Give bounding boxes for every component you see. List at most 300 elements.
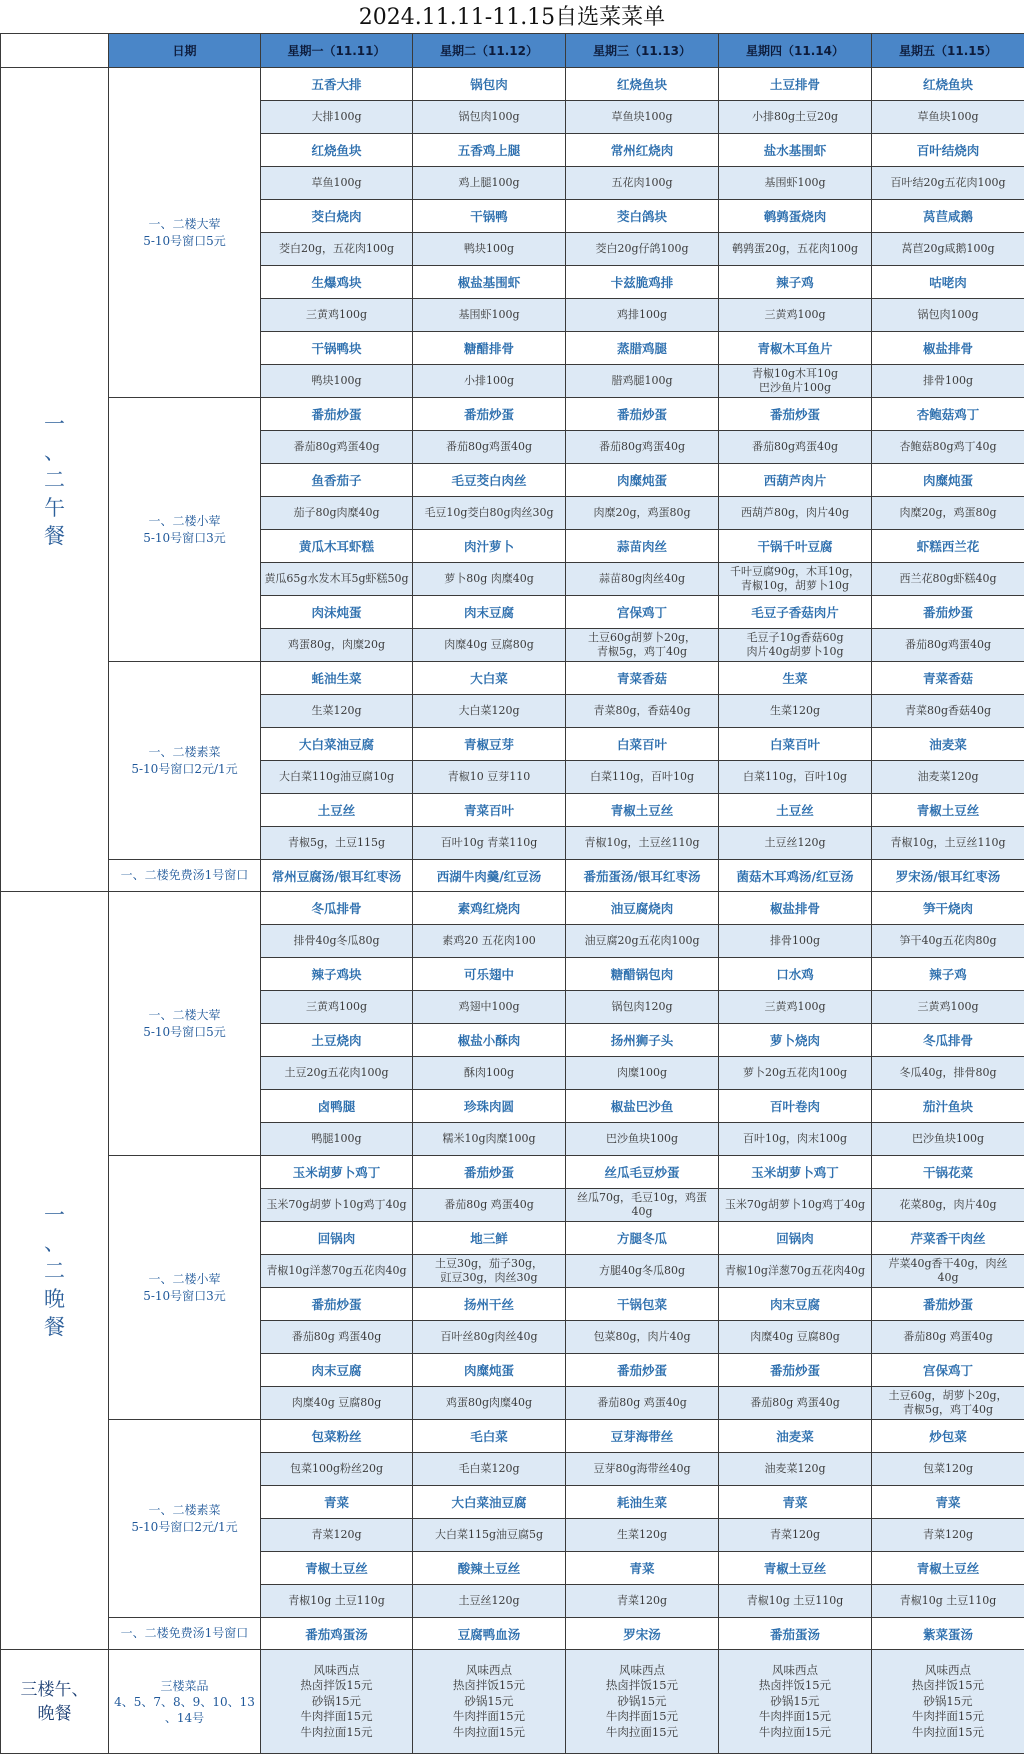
third-floor-item: 风味西点 [466,1662,512,1677]
third-floor-item: 牛肉拌面15元 [605,1709,679,1724]
dish-portion [261,365,413,398]
third-floor-item: 牛肉拉面15元 [452,1724,526,1739]
dish-portion [872,497,1024,530]
portion-line: 油麦菜120g [764,1462,826,1475]
portion-line: 油麦菜120g [917,770,979,783]
portion-line: 包菜100g粉丝20g [289,1462,384,1475]
dish-portion [413,1585,566,1618]
soup-name: 罗宋汤/银耳红枣汤 [872,860,1024,892]
dish-portion [872,1189,1024,1222]
dish-name: 椒盐小酥肉 [413,1024,566,1057]
dish-portion [566,563,719,596]
soup-name: 紫菜蛋汤 [872,1618,1024,1650]
third-floor-item: 砂锅15元 [923,1693,973,1708]
dish-name: 干锅花菜 [872,1156,1024,1189]
portion-line: 土豆20g五花肉100g [284,1066,389,1079]
meal-label-line: 晚餐 [37,1703,72,1724]
section-vegetable [109,662,261,860]
dish-portion [566,761,719,794]
dish-row [1,892,1024,925]
portion-line: 巴沙鱼块100g [911,1132,985,1145]
portion-line: 青菜80g，香菇40g [593,704,691,717]
header-day-tue: 星期二（11.12） [413,34,566,68]
portion-line: 番茄80g鸡蛋40g [445,440,533,453]
portion-line: 排骨100g [922,374,974,387]
dish-portion [413,827,566,860]
dish-name: 红烧鱼块 [872,68,1024,101]
dish-name: 茭白鸽块 [566,200,719,233]
portion-line: 三黄鸡100g [764,308,826,321]
dish-name: 炒包菜 [872,1420,1024,1453]
portion-line: 大白菜110g油豆腐10g [278,770,395,783]
dish-name: 黄瓜木耳虾糕 [261,530,413,563]
dish-name: 玉米胡萝卜鸡丁 [261,1156,413,1189]
dish-portion [566,1189,719,1222]
dish-portion [719,365,872,398]
dish-name: 土豆排骨 [719,68,872,101]
dish-name: 蚝油生菜 [261,662,413,695]
dish-portion [261,1453,413,1486]
dish-portion [719,1453,872,1486]
portion-line: 西兰花80g虾糕40g [899,572,997,585]
portion-line: 土豆60g，胡萝卜20g， [888,1389,1008,1402]
portion-line: 土豆60g胡萝卜20g， [587,631,697,644]
dish-name: 青椒豆芽 [413,728,566,761]
dish-portion [872,563,1024,596]
dish-name: 青菜 [719,1486,872,1519]
portion-line: 小排80g土豆20g [751,110,839,123]
dish-name: 生菜 [719,662,872,695]
third-floor-item: 牛肉拉面15元 [300,1724,373,1739]
portion-line: 青菜120g [922,1528,974,1541]
dish-name: 椒盐排骨 [872,332,1024,365]
portion-line: 锅包肉100g [917,308,979,321]
dish-portion [566,925,719,958]
portion-line: 丝瓜70g，毛豆10g，鸡蛋 [576,1191,708,1204]
portion-line: 肉糜20g，鸡蛋80g [593,506,691,519]
dish-portion [872,1453,1024,1486]
dish-portion [719,563,872,596]
dish-name: 青菜香菇 [872,662,1024,695]
dish-name: 蒜苗肉丝 [566,530,719,563]
section-label-line: 5-10号窗口2元/1元 [131,1519,238,1534]
dish-name: 土豆丝 [719,794,872,827]
dish-name: 番茄炒蛋 [872,596,1024,629]
dish-name: 杏鲍菇鸡丁 [872,398,1024,431]
dish-portion [261,1321,413,1354]
portion-line: 青椒5g，鸡丁40g [596,645,688,658]
dish-name: 扬州干丝 [413,1288,566,1321]
portion-line: 番茄80g鸡蛋40g [904,638,992,651]
dish-name: 回锅肉 [261,1222,413,1255]
portion-line: 大排100g [311,110,362,123]
section-label-line: 三楼菜品 [160,1678,209,1693]
dish-portion [261,167,413,200]
portion-line: 锅包肉120g [611,1000,673,1013]
portion-line: 肉糜40g 豆腐80g [750,1330,840,1343]
portion-line: 百叶丝80g肉丝40g [440,1330,538,1343]
dish-portion [566,167,719,200]
dish-name: 白菜百叶 [719,728,872,761]
dish-portion [261,497,413,530]
portion-line: 茭白20g，五花肉100g [278,242,395,255]
portion-line: 基围虾100g [458,308,520,321]
header-day-fri: 星期五（11.15） [872,34,1024,68]
portion-line: 黄瓜65g水发木耳5g虾糕50g [264,572,409,585]
dish-portion [566,991,719,1024]
portion-line: 毛白菜120g [458,1462,520,1475]
portion-line: 鸭腿100g [311,1132,362,1145]
dish-name: 干锅千叶豆腐 [719,530,872,563]
third-floor-item: 砂锅15元 [311,1693,362,1708]
dish-portion [261,563,413,596]
dish-portion [719,695,872,728]
dish-portion [413,1321,566,1354]
soup-name: 西湖牛肉羹/红豆汤 [413,860,566,892]
dish-name: 冬瓜排骨 [261,892,413,925]
portion-line: 青椒10g，胡萝卜10g [740,579,850,592]
dish-name: 素鸡红烧肉 [413,892,566,925]
section-big-meat [109,892,261,1156]
dish-portion [566,1453,719,1486]
dish-name: 番茄炒蛋 [261,398,413,431]
portion-line: 肉糜100g [616,1066,668,1079]
portion-line: 毛豆10g茭白80g肉丝30g [424,506,554,519]
portion-line: 肉糜40g 豆腐80g [291,1396,382,1409]
dish-name: 青椒木耳鱼片 [719,332,872,365]
portion-line: 番茄80g 鸡蛋40g [750,1396,840,1409]
section-label-line: 5-10号窗口5元 [143,1024,226,1039]
portion-line: 生菜120g [311,704,362,717]
meal-label-line: 三楼午、 [20,1679,89,1700]
dish-name: 青菜 [261,1486,413,1519]
dish-portion [719,827,872,860]
dish-name: 毛白菜 [413,1420,566,1453]
meal-label-char: 二 [44,1258,65,1283]
portion-line: 方腿40g冬瓜80g [598,1264,686,1277]
third-floor-row [1,1650,1024,1754]
portion-line: 茭白20g仔鸽100g [595,242,689,255]
portion-line: 番茄80g 鸡蛋40g [597,1396,687,1409]
dish-name: 番茄炒蛋 [261,1288,413,1321]
dish-name: 茄汁鱼块 [872,1090,1024,1123]
menu-table [0,33,1024,1754]
dish-portion [413,365,566,398]
section-free-soup: 一、二楼免费汤1号窗口 [109,1618,261,1650]
dish-name: 大白菜油豆腐 [413,1486,566,1519]
third-floor-meal-label [1,1650,109,1754]
dish-portion [872,167,1024,200]
third-floor-item: 牛肉拌面15元 [758,1709,832,1724]
dish-name: 肉糜炖蛋 [413,1354,566,1387]
header-day-wed: 星期三（11.13） [566,34,719,68]
dish-name: 生爆鸡块 [261,266,413,299]
dish-portion [413,925,566,958]
dish-portion [261,1123,413,1156]
soup-name: 番茄蛋汤/银耳红枣汤 [566,860,719,892]
dish-portion [719,299,872,332]
dish-name: 青菜香菇 [566,662,719,695]
dish-name: 耗油生菜 [566,1486,719,1519]
section-label-line: 5-10号窗口3元 [143,1288,226,1303]
dish-name: 青菜 [566,1552,719,1585]
dish-name: 萝卜烧肉 [719,1024,872,1057]
dish-portion [872,1519,1024,1552]
dish-name: 青椒土豆丝 [719,1552,872,1585]
dish-portion [566,365,719,398]
dish-portion [719,1387,872,1420]
dish-portion [872,1585,1024,1618]
dish-name: 莴苣咸鹅 [872,200,1024,233]
dish-name: 锅包肉 [413,68,566,101]
dish-portion [872,431,1024,464]
portion-line: 生菜120g [769,704,821,717]
portion-line: 青椒10g 土豆110g [288,1594,385,1607]
dish-portion [413,299,566,332]
header-corner [1,34,109,68]
portion-line: 五花肉100g [611,176,673,189]
dish-name: 方腿冬瓜 [566,1222,719,1255]
dish-portion [413,695,566,728]
dish-portion [413,1387,566,1420]
portion-line: 肉糜40g 豆腐80g [444,638,534,651]
portion-line: 巴沙鱼块100g [605,1132,679,1145]
third-floor-items [413,1650,566,1754]
dish-portion [872,365,1024,398]
dish-name: 玉米胡萝卜鸡丁 [719,1156,872,1189]
dish-portion [872,299,1024,332]
dish-portion [566,827,719,860]
dish-portion [413,1453,566,1486]
dish-portion [413,101,566,134]
dish-name: 番茄炒蛋 [413,398,566,431]
dish-name: 肉糜炖蛋 [566,464,719,497]
dish-portion [872,233,1024,266]
portion-line: 土豆丝120g [458,1594,520,1607]
dish-portion [261,299,413,332]
section-label-line: 、14号 [164,1710,205,1725]
dish-name: 常州红烧肉 [566,134,719,167]
dish-name: 丝瓜毛豆炒蛋 [566,1156,719,1189]
dish-name: 油麦菜 [719,1420,872,1453]
dish-name: 干锅鸭 [413,200,566,233]
page-title: 2024.11.11-11.15自选菜菜单 [358,5,666,30]
section-small-meat [109,398,261,662]
dish-portion [719,1585,872,1618]
dish-name: 椒盐基围虾 [413,266,566,299]
dish-portion [261,233,413,266]
dish-portion [872,991,1024,1024]
portion-line: 青菜120g [769,1528,821,1541]
dish-portion [719,233,872,266]
dish-row [1,398,1024,431]
section-big-meat [109,68,261,398]
dish-portion [566,1519,719,1552]
third-floor-item: 风味西点 [925,1662,971,1677]
portion-line: 百叶10g 青菜110g [440,836,538,849]
dish-portion [261,695,413,728]
portion-line: 玉米70g胡萝卜10g鸡丁40g [266,1198,407,1211]
portion-line: 草鱼块100g [611,110,673,123]
dish-portion [261,1189,413,1222]
portion-line: 西葫芦80g，肉片40g [740,506,850,519]
dish-portion [719,1519,872,1552]
dish-portion [719,431,872,464]
portion-line: 青椒10g 土豆110g [899,1594,997,1607]
dish-portion [566,629,719,662]
dish-name: 地三鲜 [413,1222,566,1255]
portion-line: 鸡翅中100g [458,1000,520,1013]
dish-portion [719,167,872,200]
dish-name: 油麦菜 [872,728,1024,761]
dish-portion [261,629,413,662]
third-floor-items [872,1650,1024,1754]
meal-label-char: 一 [44,1202,65,1227]
portion-line: 青椒10g，土豆丝110g [584,836,700,849]
soup-row [1,860,1024,892]
dish-name: 宫保鸡丁 [872,1354,1024,1387]
dish-portion [719,1057,872,1090]
portion-line: 鸡蛋80g肉糜40g [445,1396,533,1409]
dish-name: 百叶卷肉 [719,1090,872,1123]
meal-label-char: 、 [44,439,65,464]
dish-portion [261,925,413,958]
portion-line: 40g [631,1205,653,1218]
dish-portion [566,1123,719,1156]
dish-name: 白菜百叶 [566,728,719,761]
dish-name: 土豆烧肉 [261,1024,413,1057]
dish-name: 五香鸡上腿 [413,134,566,167]
soup-name: 常州豆腐汤/银耳红枣汤 [261,860,413,892]
dinner-meal-label [1,892,109,1650]
dish-portion [261,1057,413,1090]
section-small-meat [109,1156,261,1420]
third-floor-item: 牛肉拉面15元 [911,1724,985,1739]
portion-line: 玉米70g胡萝卜10g鸡丁40g [724,1198,866,1211]
third-floor-item: 热卤拌饭15元 [605,1678,679,1693]
dish-name: 鹌鹑蛋烧肉 [719,200,872,233]
third-floor-item: 热卤拌饭15元 [758,1678,832,1693]
dish-portion [261,991,413,1024]
dish-portion [413,431,566,464]
dish-name: 酸辣土豆丝 [413,1552,566,1585]
dish-name: 宫保鸡丁 [566,596,719,629]
dish-portion [261,761,413,794]
dish-portion [566,497,719,530]
portion-line: 青椒5g，土豆115g [287,836,386,849]
portion-line: 青椒10g木耳10g [751,367,839,380]
portion-line: 三黄鸡100g [764,1000,826,1013]
dish-portion [413,1057,566,1090]
dish-name: 珍珠肉圆 [413,1090,566,1123]
dish-name: 肉糜炖蛋 [872,464,1024,497]
portion-line: 千叶豆腐90g，木耳10g， [729,565,861,578]
dish-name: 椒盐排骨 [719,892,872,925]
dish-row [1,68,1024,101]
portion-line: 番茄80g 鸡蛋40g [291,1330,382,1343]
portion-line: 生菜120g [616,1528,668,1541]
portion-line: 40g [937,1271,959,1284]
dish-name: 冬瓜排骨 [872,1024,1024,1057]
dish-portion [566,695,719,728]
dish-portion [566,431,719,464]
dish-portion [413,1255,566,1288]
portion-line: 青菜80g香菇40g [904,704,992,717]
dish-name: 辣子鸡 [872,958,1024,991]
section-label-line: 一、二楼小荤 [148,513,221,528]
dish-name: 青菜 [872,1486,1024,1519]
dish-name: 肉汁萝卜 [413,530,566,563]
dish-portion [261,101,413,134]
section-third-floor [109,1650,261,1754]
soup-name: 菌菇木耳鸡汤/红豆汤 [719,860,872,892]
portion-line: 芹菜40g香干40g，肉丝 [888,1257,1008,1270]
portion-line: 萝卜20g五花肉100g [742,1066,848,1079]
portion-line: 大白菜115g油豆腐5g [434,1528,544,1541]
portion-line: 肉片40g胡萝卜10g [746,645,844,658]
dish-name: 青椒土豆丝 [872,794,1024,827]
meal-label-char: 餐 [44,1314,65,1339]
dish-portion [413,1519,566,1552]
dish-portion [719,1189,872,1222]
third-floor-item: 热卤拌饭15元 [452,1678,526,1693]
dish-name: 大白菜油豆腐 [261,728,413,761]
lunch-meal-label [1,68,109,892]
dish-portion [872,695,1024,728]
dish-name: 盐水基围虾 [719,134,872,167]
dish-name: 口水鸡 [719,958,872,991]
dish-name: 辣子鸡 [719,266,872,299]
dish-name: 番茄炒蛋 [566,398,719,431]
third-floor-items [719,1650,872,1754]
soup-name: 豆腐鸭血汤 [413,1618,566,1650]
dish-portion [413,497,566,530]
dish-name: 干锅包菜 [566,1288,719,1321]
third-floor-items [566,1650,719,1754]
soup-name: 罗宋汤 [566,1618,719,1650]
portion-line: 番茄80g鸡蛋40g [598,440,686,453]
dish-name: 卡兹脆鸡排 [566,266,719,299]
portion-line: 肉糜20g，鸡蛋80g [899,506,997,519]
portion-line: 土豆30g，茄子30g， [434,1257,544,1270]
portion-line: 草鱼100g [311,176,362,189]
third-floor-item: 风味西点 [313,1662,360,1677]
portion-line: 百叶10g，肉末100g [742,1132,848,1145]
dish-portion [566,1255,719,1288]
portion-line: 鸡上腿100g [458,176,520,189]
portion-line: 茄子80g肉糜40g [293,506,380,519]
dish-name: 百叶结烧肉 [872,134,1024,167]
dish-portion [872,827,1024,860]
portion-line: 莴苣20g咸鹅100g [901,242,995,255]
dish-name: 番茄炒蛋 [719,1354,872,1387]
dish-portion [872,1387,1024,1420]
portion-line: 巴沙鱼片100g [758,381,832,394]
section-label-line: 一、二楼素菜 [148,744,221,759]
portion-line: 青椒10g洋葱70g五花肉40g [724,1264,866,1277]
dish-name: 青椒土豆丝 [261,1552,413,1585]
dish-name: 番茄炒蛋 [566,1354,719,1387]
portion-line: 包菜80g，肉片40g [593,1330,691,1343]
third-floor-item: 牛肉拌面15元 [911,1709,985,1724]
portion-line: 笋干40g五花肉80g [899,934,997,947]
dish-name: 糖醋锅包肉 [566,958,719,991]
dish-portion [719,1255,872,1288]
dish-name: 扬州狮子头 [566,1024,719,1057]
dish-portion [413,761,566,794]
portion-line: 青椒10g洋葱70g五花肉40g [266,1264,407,1277]
dish-name: 椒盐巴沙鱼 [566,1090,719,1123]
